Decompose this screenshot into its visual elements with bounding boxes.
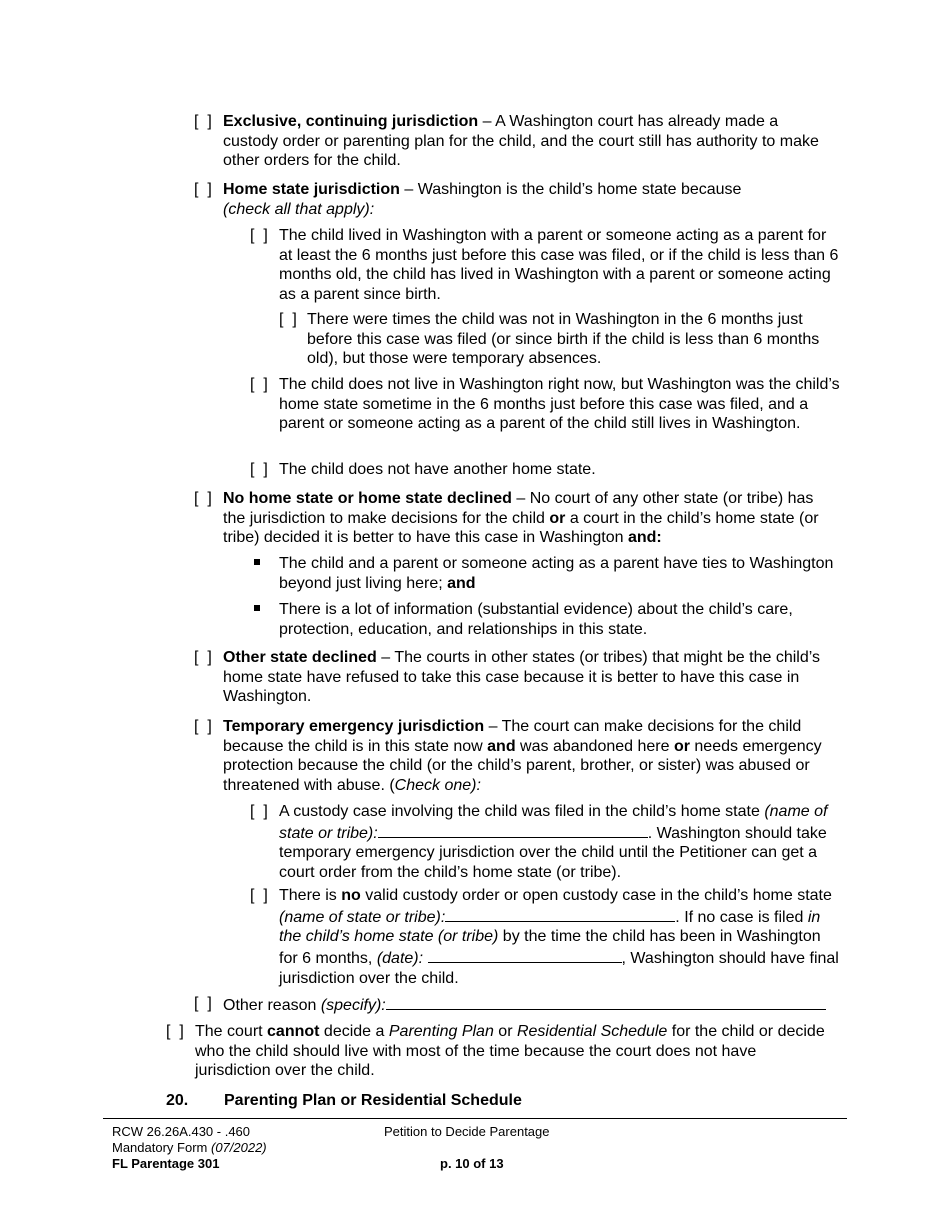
item-title: Other state declined (223, 649, 377, 666)
item-court-cannot: [ ] The court cannot decide a Parenting Plan or Residential Schedule for the child or decide who the child should live with most of the time because the court does not have jurisdiction over the child. (166, 1023, 825, 1080)
list-item: The child and a parent or someone acting as a parent have ties to Washington beyond just living here; and (254, 554, 840, 593)
temp-option-1: [ ] A custody case involving the child was filed in the child’s home state (name of state or tribe): . Washington should take temporary emergency jurisdiction over the child until the Petitioner can get a court order from the child’s home state (or tribe). (250, 803, 828, 882)
bullet-icon (254, 559, 260, 565)
bullet-icon (254, 605, 260, 611)
item-title: Home state jurisdiction (223, 181, 400, 198)
item-other-state-declined: [ ] Other state declined – The courts in other states (or tribes) that might be the child’s home state have refused to take this case because it is better to have this case in Washington. (194, 649, 821, 706)
item-title: Temporary emergency jurisdiction (223, 718, 485, 735)
checkbox[interactable]: [ ] (250, 461, 268, 478)
footer-form-id: FL Parentage 301 (112, 1156, 220, 1171)
checkbox[interactable]: [ ] (194, 995, 212, 1012)
state-field[interactable] (445, 906, 675, 922)
checkbox[interactable]: [ ] (194, 113, 212, 130)
footer-rcw: RCW 26.26A.430 - .460 (112, 1124, 251, 1139)
item-title: No home state or home state declined (223, 490, 512, 507)
checkbox[interactable]: [ ] (194, 718, 212, 735)
item-other-reason: [ ] Other reason (specify): (194, 994, 844, 1016)
item-title: Exclusive, continuing jurisdiction (223, 113, 479, 130)
checkbox[interactable]: [ ] (194, 649, 212, 666)
checkbox[interactable]: [ ] (250, 803, 268, 820)
footer-title: Petition to Decide Parentage (384, 1124, 550, 1139)
section-number: 20. (166, 1092, 189, 1109)
checkbox[interactable]: [ ] (166, 1023, 184, 1040)
footer-page: p. 10 of 13 (440, 1156, 504, 1171)
item-no-home-state: [ ] No home state or home state declined – No court of any other state (or tribe) has the jurisdiction to make decisions for the child or a court in the child’s home state (or tribe) decided it is better to have this case in Washington and: (194, 490, 819, 547)
home-state-option-2: [ ] The child does not live in Washington right now, but Washington was the child’s home state sometime in the 6 months just before this case was filed, and a parent or someone acting as a parent of the child still lives in Washington. (250, 376, 840, 433)
specify-field[interactable] (386, 994, 826, 1010)
checkbox[interactable]: [ ] (194, 181, 212, 198)
home-state-option-3: [ ] The child does not have another home state. (250, 461, 596, 478)
checkbox[interactable]: [ ] (250, 376, 268, 393)
section-title: Parenting Plan or Residential Schedule (224, 1092, 522, 1109)
checkbox[interactable]: [ ] (250, 227, 268, 244)
item-home-state-jurisdiction: [ ] Home state jurisdiction – Washington is the child’s home state because (check all that apply): (194, 181, 742, 218)
list-item: There is a lot of information (substantial evidence) about the child’s care, protection, education, and relationships in this state. (254, 600, 840, 639)
item-exclusive-jurisdiction: [ ] Exclusive, continuing jurisdiction – A Washington court has already made a custody order or parenting plan for the child, and the court still has authority to make other orders for the child. (194, 113, 819, 170)
item-temporary-emergency: [ ] Temporary emergency jurisdiction – The court can make decisions for the child because the child is in this state now and was abandoned here or needs emergency protection because the child (or the child’s parent, brother, or sister) was abused or threatened with abuse. (Check one): (194, 718, 822, 795)
home-state-option-1: [ ] The child lived in Washington with a parent or someone acting as a parent for at least the 6 months just before this case was filed, or if the child is less than 6 months old, the child has lived in Washington with a parent or someone acting as a parent since birth. (250, 227, 839, 304)
state-field[interactable] (378, 822, 648, 838)
footer-divider (103, 1118, 847, 1119)
checkbox[interactable]: [ ] (250, 887, 268, 904)
checkbox[interactable]: [ ] (194, 490, 212, 507)
home-state-option-1a: [ ] There were times the child was not in Washington in the 6 months just before this case was filed (or since birth if the child is less than 6 months old), but those were temporary absences. (279, 311, 820, 368)
temp-option-2: [ ] There is no valid custody order or open custody case in the child’s home state (name of state or tribe): . If no case is filed in the child’s home state (or tribe) by the time the child has been in Washington for 6 months, (date): , Washington should have final jurisdiction over the child. (250, 887, 839, 987)
footer-mandatory-form: Mandatory Form (07/2022) (112, 1140, 267, 1155)
date-field[interactable] (428, 947, 622, 963)
checkbox[interactable]: [ ] (279, 311, 297, 328)
